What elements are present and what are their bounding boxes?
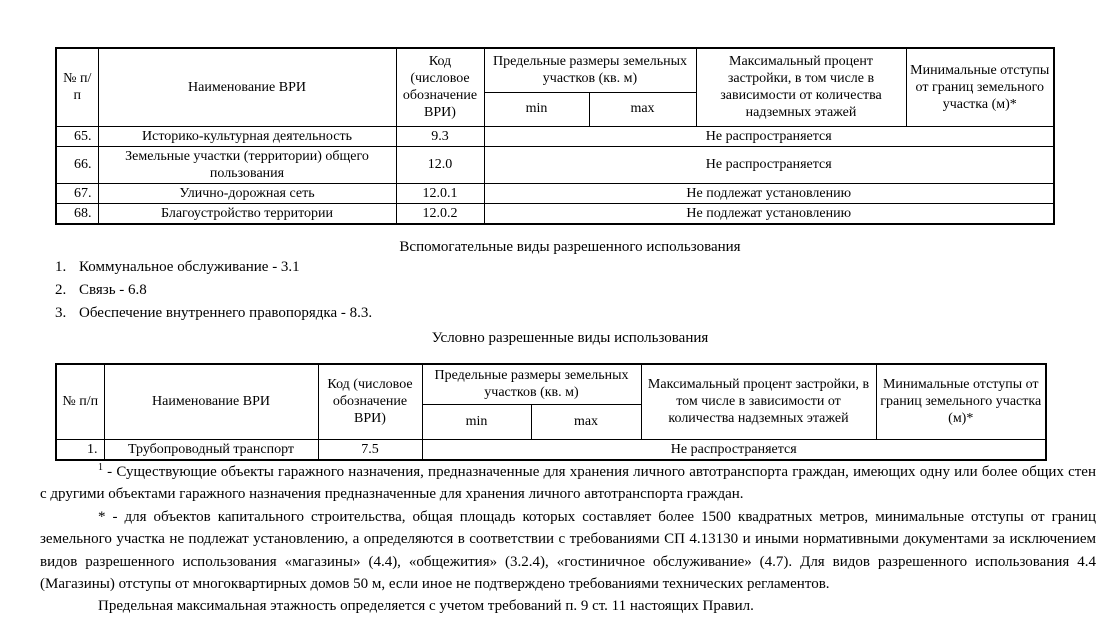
- col-header-name: Наименование ВРИ: [98, 48, 396, 126]
- footnote-setbacks: * - для объектов капитального строительства, общая площадь которых составляет более 1500 квадратных метров, минимальные отступы от границ земельного участка не подлежат установлению, а определяются в соответствии с требованиями СП 4.13130 и иными нормативными документами за исключением видов разрешенного использования «магазины» (4.4), «общежития» (3.2.4), «гостиничное обслуживание» (4.7). Для видов разрешенного использования 4.4 (Магазины) отступы от многоквартирных домов 50 м, если иное не подтверждено требованиями технических регламентов.: [40, 508, 1096, 593]
- vri-code-cell: 12.0.2: [396, 203, 484, 224]
- col-header-max: max: [589, 92, 696, 126]
- col-header-min: min: [422, 404, 531, 439]
- vri-code-cell: 9.3: [396, 126, 484, 146]
- main-table-header-row: [56, 48, 1054, 92]
- footnotes-block: [40, 461, 1096, 618]
- list-item-number: 2.: [55, 282, 67, 298]
- conditional-vri-table: [55, 363, 1047, 461]
- col-header-size-limits: Предельные размеры земельных участков (кв. м): [422, 364, 641, 404]
- row-value-cell: Не подлежат установлению: [484, 183, 1054, 203]
- vri-name-cell: Историко-культурная деятельность: [98, 126, 396, 146]
- row-number-cell: 68.: [56, 203, 98, 224]
- table-row: [56, 126, 1054, 146]
- col-header-build-percent: Максимальный процент застройки, в том числе в зависимости от количества надземных этажей: [696, 48, 906, 126]
- table-row: [56, 183, 1054, 203]
- vri-name-cell: Трубопроводный транспорт: [104, 439, 318, 460]
- row-value-cell: Не подлежат установлению: [484, 203, 1054, 224]
- list-item: [55, 305, 372, 322]
- col-header-max: max: [531, 404, 641, 439]
- auxiliary-uses-list: [55, 259, 372, 328]
- list-item: [55, 282, 372, 299]
- vri-code-cell: 12.0: [396, 146, 484, 183]
- conditional-table-header-row: [56, 364, 1046, 404]
- vri-code-cell: 7.5: [318, 439, 422, 460]
- col-header-num: № п/п: [56, 48, 98, 126]
- row-number-cell: 65.: [56, 126, 98, 146]
- row-value-cell: Не распространяется: [484, 126, 1054, 146]
- footnote-garage-text: - Существующие объекты гаражного назначения, предназначенные для хранения личного автотранспорта граждан, имеющих одну или более общих стен с другими объектами гаражного назначения предназначенные для хранения личного автотранспорта граждан.: [40, 464, 1096, 503]
- vri-name-cell: Земельные участки (территории) общего пользования: [98, 146, 396, 183]
- col-header-size-limits: Предельные размеры земельных участков (кв. м): [484, 48, 696, 92]
- table-row: [56, 146, 1054, 183]
- footnote-max-floors: Предельная максимальная этажность определяется с учетом требований п. 9 ст. 11 настоящих Правил.: [98, 598, 754, 615]
- table-row: [56, 203, 1054, 224]
- row-value-cell: Не распространяется: [484, 146, 1054, 183]
- col-header-num: № п/п: [56, 364, 104, 439]
- row-number-cell: 67.: [56, 183, 98, 203]
- row-value-cell: Не распространяется: [422, 439, 1046, 460]
- main-vri-table: [55, 47, 1055, 225]
- vri-code-cell: 12.0.1: [396, 183, 484, 203]
- row-number-cell: 1.: [56, 439, 104, 460]
- list-item-label: Коммунальное обслуживание - 3.1: [79, 259, 300, 275]
- col-header-setbacks: Минимальные отступы от границ земельного участка (м)*: [876, 364, 1046, 439]
- vri-name-cell: Благоустройство территории: [98, 203, 396, 224]
- row-number-cell: 66.: [56, 146, 98, 183]
- col-header-min: min: [484, 92, 589, 126]
- col-header-code: Код (числовое обозначение ВРИ): [318, 364, 422, 439]
- col-header-code: Код (числовое обозначение ВРИ): [396, 48, 484, 126]
- vri-name-cell: Улично-дорожная сеть: [98, 183, 396, 203]
- col-header-build-percent: Максимальный процент застройки, в том числе в зависимости от количества надземных этажей: [641, 364, 876, 439]
- col-header-setbacks: Минимальные отступы от границ земельного участка (м)*: [906, 48, 1054, 126]
- footnote-marker: 1: [98, 462, 103, 473]
- list-item-number: 3.: [55, 305, 67, 321]
- conditional-uses-title: Условно разрешенные виды использования: [431, 330, 709, 346]
- auxiliary-uses-title: Вспомогательные виды разрешенного использования: [399, 239, 741, 255]
- col-header-name: Наименование ВРИ: [104, 364, 318, 439]
- list-item-label: Обеспечение внутреннего правопорядка - 8.3.: [79, 305, 373, 321]
- list-item-number: 1.: [55, 259, 67, 275]
- footnote-garage: [40, 461, 1096, 506]
- table-row: [56, 439, 1046, 460]
- list-item-label: Связь - 6.8: [79, 282, 147, 298]
- list-item: [55, 259, 372, 276]
